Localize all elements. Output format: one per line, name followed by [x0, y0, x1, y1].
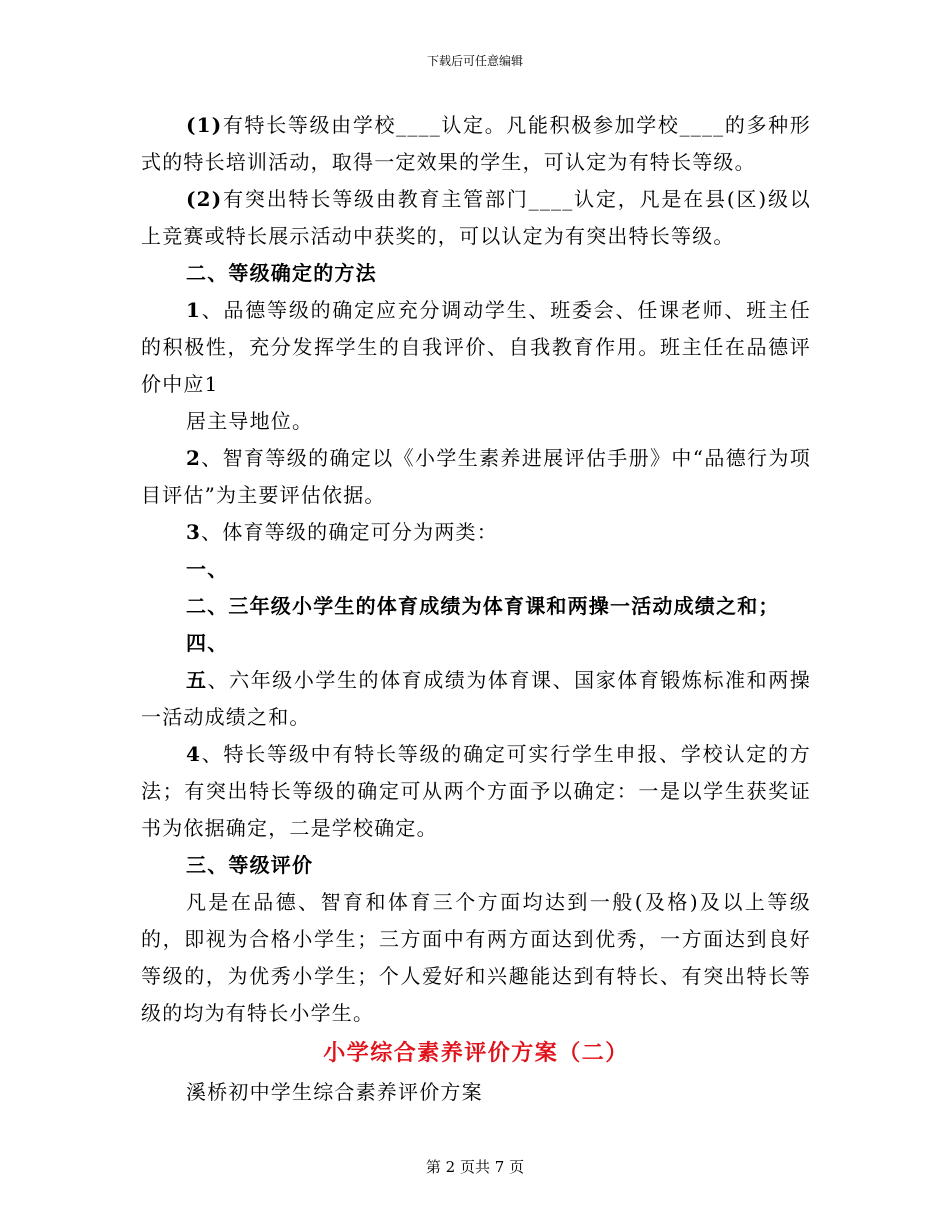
page-header: 下载后可任意编辑: [426, 54, 523, 68]
paragraph-text: 、智育等级的确定以《小学生素养进展评估手册》中“品德行为项目评估”为主要评估依据。: [141, 446, 811, 507]
paragraph-talent-grade: [141, 736, 811, 847]
paragraph-school-plan: 溪桥初中学生综合素养评价方案: [186, 1080, 483, 1104]
document-title-part-two: 小学综合素养评价方案（二）: [323, 1040, 629, 1066]
paragraph-text: 、六年级小学生的体育成绩为体育课、国家体育锻炼标准和两操一活动成绩之和。: [141, 668, 812, 729]
paragraph-moral-grade: [141, 292, 811, 403]
paragraph-continuation: 居主导地位。: [186, 409, 314, 433]
paragraph-text: 有特长等级由学校____认定。凡能积极参加学校____的多种形式的特长培训活动，取得一定效果的学生，可认定为有特长等级。: [141, 113, 811, 174]
paragraph-text: 有突出特长等级由教育主管部门____认定，凡是在县(区)级以上竞赛或特长展示活动中获奖的，可以认定为有突出特长等级。: [141, 187, 811, 248]
page-footer: 第 2 页共 7 页: [425, 1158, 525, 1176]
item-number: 4: [186, 742, 202, 766]
list-item-four: 四、: [186, 631, 229, 655]
list-item-five-six: [141, 662, 811, 736]
paragraph-outstanding-talent: [141, 181, 811, 255]
paragraph-evaluation: 凡是在品德、智育和体育三个方面均达到一般(及格)及以上等级的，即视为合格小学生；三方面中有两方面达到优秀，一方面达到良好等级的，为优秀小学生；个人爱好和兴趣能达到有特长、有突出特长等级的均为有特长小学生。: [141, 890, 811, 1025]
item-number: (2): [186, 187, 223, 211]
list-item-two-three: 二、三年级小学生的体育成绩为体育课和两操一活动成绩之和；: [186, 594, 780, 618]
paragraph-text: 、体育等级的确定可分为两类：: [201, 520, 498, 544]
list-item-one: 一、: [186, 557, 229, 581]
paragraph-intellect-grade: [141, 440, 811, 514]
item-number: 1: [186, 298, 202, 322]
paragraph-text: 、特长等级中有特长等级的确定可实行学生申报、学校认定的方法；有突出特长等级的确定可从两个方面予以确定：一是以学生获奖证书为依据确定，二是学校确定。: [141, 742, 811, 840]
paragraph-special-talent: [141, 107, 811, 181]
section-heading-methods: 二、等级确定的方法: [186, 261, 377, 285]
paragraph-text: 、品德等级的确定应充分调动学生、班委会、任课老师、班主任的积极性，充分发挥学生的自我评价、自我教育作用。班主任在品德评价中应1: [141, 298, 811, 396]
item-number: 2: [186, 446, 202, 470]
section-heading-evaluation: 三、等级评价: [186, 853, 314, 877]
item-number: (1): [186, 113, 223, 137]
item-number: 五: [186, 668, 208, 692]
paragraph-pe-grade: [141, 514, 811, 551]
document-body: [141, 107, 811, 1111]
item-number: 3: [186, 520, 202, 544]
